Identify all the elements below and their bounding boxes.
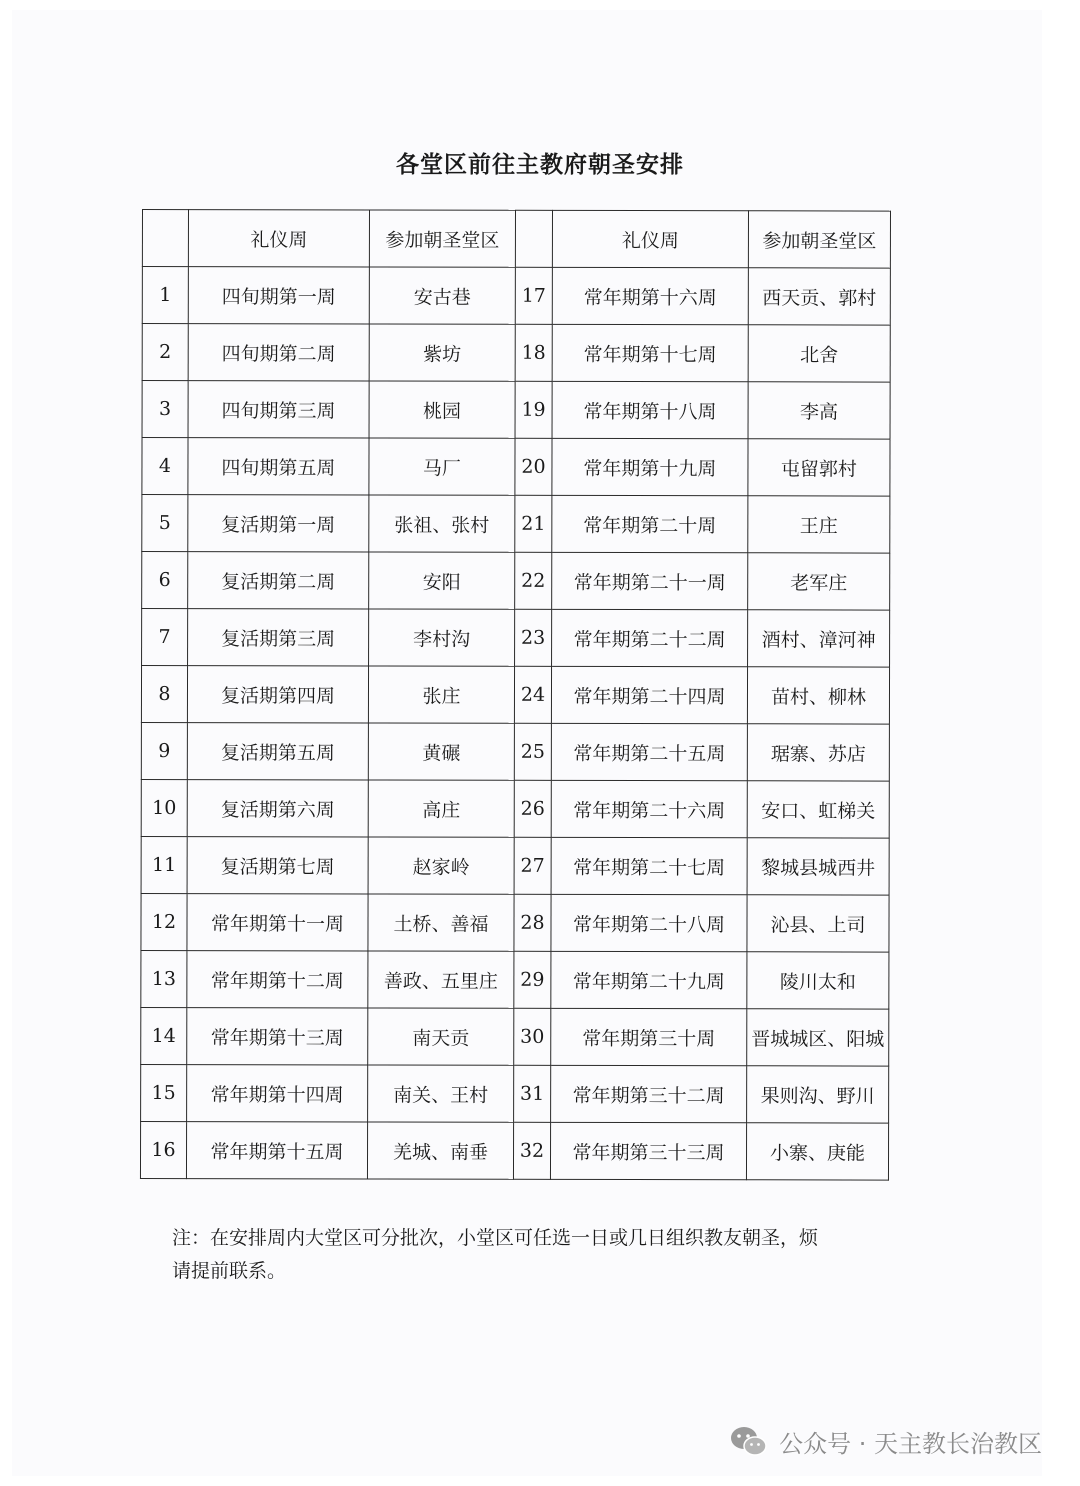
liturgical-week-cell: 常年期第三十周 — [551, 1008, 747, 1065]
row-number-cell: 6 — [142, 552, 188, 609]
liturgical-week-cell: 常年期第十六周 — [552, 267, 748, 324]
row-number-cell: 28 — [514, 894, 551, 951]
parish-cell: 羌城、南垂 — [367, 1122, 513, 1179]
row-number-cell: 30 — [514, 1008, 551, 1065]
wechat-icon — [729, 1425, 769, 1459]
footnote-line: 请提前联系。 — [172, 1260, 287, 1282]
liturgical-week-cell: 常年期第二十七周 — [551, 837, 747, 894]
row-number-cell: 22 — [515, 552, 552, 609]
row-number-cell: 29 — [514, 951, 551, 1008]
row-number-cell: 19 — [515, 381, 552, 438]
row-number-cell: 15 — [141, 1064, 187, 1121]
liturgical-week-cell: 常年期第十九周 — [552, 438, 748, 495]
row-number-cell: 24 — [514, 666, 551, 723]
liturgical-week-cell: 常年期第十五周 — [186, 1122, 367, 1179]
liturgical-week-cell: 常年期第十八周 — [552, 381, 748, 438]
liturgical-week-cell: 复活期第七周 — [187, 837, 368, 894]
watermark-text: 公众号 · 天主教长治教区 — [779, 1430, 1042, 1458]
row-number-cell: 17 — [515, 267, 552, 324]
table-row — [141, 893, 889, 952]
parish-cell: 西天贡、郭村 — [748, 268, 890, 325]
parish-cell: 黄碾 — [368, 723, 514, 780]
table-row — [142, 381, 890, 440]
liturgical-week-cell: 复活期第四周 — [187, 666, 368, 723]
parish-cell: 李高 — [748, 382, 890, 439]
parish-cell: 安古巷 — [369, 267, 515, 324]
row-number-cell: 23 — [515, 609, 552, 666]
table-row — [141, 1007, 889, 1066]
row-number-cell: 26 — [514, 780, 551, 837]
pilgrimage-schedule-table — [140, 209, 891, 1181]
header-cell: 礼仪周 — [188, 210, 369, 267]
table-row — [142, 438, 890, 497]
watermark — [729, 1424, 1042, 1459]
parish-cell: 苗村、柳林 — [747, 667, 889, 724]
liturgical-week-cell: 常年期第三十二周 — [551, 1065, 747, 1122]
header-cell — [515, 210, 552, 267]
table-row — [142, 495, 890, 554]
footnote — [172, 1222, 892, 1288]
table-row — [142, 267, 890, 326]
liturgical-week-cell: 常年期第二十八周 — [551, 894, 747, 951]
parish-cell: 李村沟 — [369, 609, 515, 666]
liturgical-week-cell: 四旬期第三周 — [188, 381, 369, 438]
row-number-cell: 25 — [514, 723, 551, 780]
row-number-cell: 27 — [514, 837, 551, 894]
liturgical-week-cell: 复活期第五周 — [187, 723, 368, 780]
parish-cell: 安口、虹梯关 — [747, 781, 889, 838]
row-number-cell: 10 — [141, 779, 187, 836]
row-number-cell: 13 — [141, 950, 187, 1007]
parish-cell: 王庄 — [748, 496, 890, 553]
row-number-cell: 32 — [513, 1122, 550, 1179]
parish-cell: 北舍 — [748, 325, 890, 382]
liturgical-week-cell: 常年期第二十四周 — [551, 666, 747, 723]
parish-cell: 晋城城区、阳城 — [747, 1009, 889, 1066]
row-number-cell: 8 — [141, 666, 187, 723]
table-row — [142, 609, 890, 668]
row-number-cell: 5 — [142, 495, 188, 552]
parish-cell: 张庄 — [368, 666, 514, 723]
liturgical-week-cell: 常年期第二十一周 — [552, 552, 748, 609]
table-row — [141, 666, 889, 725]
parish-cell: 高庄 — [368, 780, 514, 837]
liturgical-week-cell: 常年期第十一周 — [187, 894, 368, 951]
parish-cell: 赵家岭 — [368, 837, 514, 894]
row-number-cell: 21 — [515, 495, 552, 552]
table-row — [140, 1121, 888, 1180]
table-header-row — [142, 210, 890, 269]
parish-cell: 土桥、善福 — [368, 894, 514, 951]
liturgical-week-cell: 常年期第二十二周 — [552, 609, 748, 666]
row-number-cell: 31 — [514, 1065, 551, 1122]
parish-cell: 南关、王村 — [368, 1065, 514, 1122]
header-cell: 参加朝圣堂区 — [748, 211, 890, 268]
parish-cell: 张祖、张村 — [369, 495, 515, 552]
header-cell: 参加朝圣堂区 — [369, 210, 515, 267]
liturgical-week-cell: 常年期第十四周 — [187, 1065, 368, 1122]
row-number-cell: 2 — [142, 324, 188, 381]
row-number-cell: 16 — [140, 1121, 186, 1178]
row-number-cell: 11 — [141, 836, 187, 893]
parish-cell: 南天贡 — [368, 1008, 514, 1065]
table-row — [141, 722, 889, 781]
row-number-cell: 18 — [515, 324, 552, 381]
footnote-line: 注：在安排周内大堂区可分批次，小堂区可任选一日或几日组织教友朝圣，烦 — [172, 1227, 819, 1249]
table-row — [141, 1064, 889, 1123]
table-row — [142, 324, 890, 383]
parish-cell: 小寨、庚能 — [746, 1123, 888, 1180]
table-row — [141, 950, 889, 1009]
row-number-cell: 1 — [142, 267, 188, 324]
parish-cell: 琚寨、苏店 — [747, 724, 889, 781]
row-number-cell: 3 — [142, 381, 188, 438]
parish-cell: 果则沟、野川 — [747, 1066, 889, 1123]
parish-cell: 桃园 — [369, 381, 515, 438]
row-number-cell: 14 — [141, 1007, 187, 1064]
parish-cell: 陵川太和 — [747, 952, 889, 1009]
liturgical-week-cell: 常年期第十七周 — [552, 324, 748, 381]
liturgical-week-cell: 复活期第三周 — [188, 609, 369, 666]
liturgical-week-cell: 常年期第十二周 — [187, 951, 368, 1008]
liturgical-week-cell: 常年期第二十周 — [552, 495, 748, 552]
row-number-cell: 7 — [142, 609, 188, 666]
row-number-cell: 9 — [141, 722, 187, 779]
parish-cell: 紫坊 — [369, 324, 515, 381]
parish-cell: 安阳 — [369, 552, 515, 609]
liturgical-week-cell: 常年期第十三周 — [187, 1008, 368, 1065]
parish-cell: 沁县、上司 — [747, 895, 889, 952]
table-row — [141, 779, 889, 838]
parish-cell: 酒村、漳河神 — [748, 610, 890, 667]
liturgical-week-cell: 常年期第二十六周 — [551, 780, 747, 837]
parish-cell: 马厂 — [369, 438, 515, 495]
liturgical-week-cell: 常年期第三十三周 — [550, 1122, 746, 1179]
row-number-cell: 12 — [141, 893, 187, 950]
parish-cell: 善政、五里庄 — [368, 951, 514, 1008]
parish-cell: 老军庄 — [748, 553, 890, 610]
row-number-cell: 20 — [515, 438, 552, 495]
liturgical-week-cell: 四旬期第二周 — [188, 324, 369, 381]
parish-cell: 屯留郭村 — [748, 439, 890, 496]
liturgical-week-cell: 常年期第二十九周 — [551, 951, 747, 1008]
header-cell — [142, 210, 188, 267]
liturgical-week-cell: 复活期第二周 — [188, 552, 369, 609]
liturgical-week-cell: 复活期第一周 — [188, 495, 369, 552]
liturgical-week-cell: 四旬期第一周 — [188, 267, 369, 324]
parish-cell: 黎城县城西井 — [747, 838, 889, 895]
liturgical-week-cell: 复活期第六周 — [187, 780, 368, 837]
liturgical-week-cell: 四旬期第五周 — [188, 438, 369, 495]
header-cell: 礼仪周 — [552, 210, 748, 267]
row-number-cell: 4 — [142, 438, 188, 495]
table-row — [142, 552, 890, 611]
liturgical-week-cell: 常年期第二十五周 — [551, 723, 747, 780]
document-title: 各堂区前往主教府朝圣安排 — [396, 151, 684, 178]
table-row — [141, 836, 889, 895]
